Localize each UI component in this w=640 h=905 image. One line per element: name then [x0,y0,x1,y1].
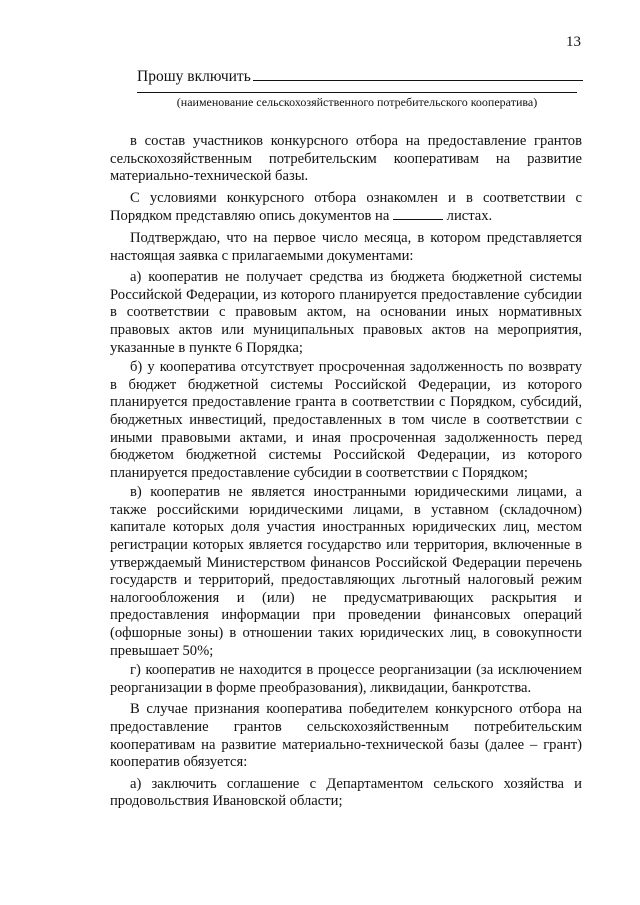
item-a-paragraph: а) кооператив не получает средства из бюджета бюджетной системы Российской Федерации, из которого планируется предоставление субсидии в соответствии с правовым актом, на основании иных нормативных правовых актов или муниципальных правовых актов на мероприятия, указанные в пункте 6 Порядка; [110,269,582,356]
obligation-a-paragraph: а) заключить соглашение с Департаментом сельского хозяйства и продовольствия Ивановской области; [110,775,582,810]
conditions-text-after: листах. [446,208,493,225]
request-line [137,66,583,86]
sheet-count-blank [393,207,443,220]
cooperative-name-caption: (наименование сельскохозяйственного потребительского кооператива) [176,95,538,109]
page-number: 13 [566,34,581,50]
confirm-paragraph: Подтверждаю, что на первое число месяца, в котором представляется настоящая заявка с прилагаемыми документами: [110,229,582,264]
winner-paragraph: В случае признания кооператива победителем конкурсного отбора на предоставление грантов сельскохозяйственным потребительским кооперативам на развитие материально-технической базы (далее – грант) кооператив обязуется: [110,701,582,771]
caption-underline [137,92,577,93]
item-b-paragraph: б) у кооператива отсутствует просроченная задолженность по возврату в бюджет бюджетной системы Российской Федерации, из которого планируется предоставление гранта в соответствии с Порядком, субсидий, бюджетных инвестиций, предоставленных в том числе в соответствии с иными правовыми актами, и иная просроченная задолженность перед бюджетом бюджетной системы Российской Федерации, из которого планируется предоставление субсидии в соответствии с Порядком; [110,359,582,481]
request-fill-line [253,66,583,81]
request-label: Прошу включить [137,68,251,85]
intro-paragraph: в состав участников конкурсного отбора на предоставление грантов сельскохозяйственным потребительским кооперативам на развитие материально-технической базы. [110,133,582,185]
conditions-paragraph [110,190,582,226]
application-body [110,133,582,815]
item-g-paragraph: г) кооператив не находится в процессе реорганизации (за исключением реорганизации в форме преобразования), ликвидации, банкротства. [110,662,582,696]
conditions-text-before: С условиями конкурсного отбора ознакомлен и в соответствии с Порядком представляю опись документов на [110,189,582,225]
item-v-paragraph: в) кооператив не является иностранными юридическими лицами, а также российскими юридическими лицами, в уставном (складочном) капитале которых доля участия иностранных юридических лиц, местом регистрации которых является государство или территория, включенные в утверждаемый Министерством финансов Российской Федерации перечень государств и территорий, предоставляющих льготный налоговый режим налогообложения и (или) не предусматривающих раскрытия и предоставления информации при проведении финансовых операций (офшорные зоны) в отношении таких юридических лиц, в совокупности превышает 50%; [110,484,582,659]
